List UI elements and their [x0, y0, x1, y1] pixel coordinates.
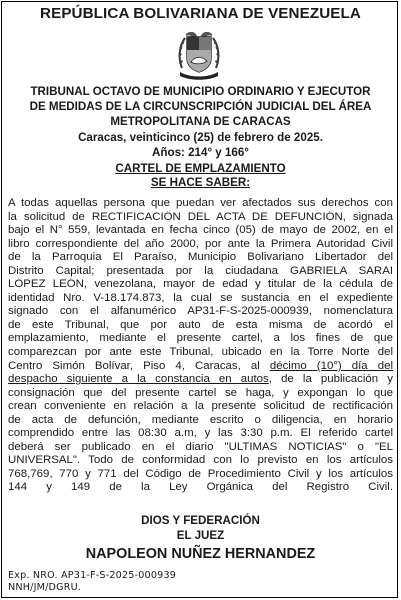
body-line: consignación que del presente cartel se haga, y expongan lo que	[8, 386, 393, 399]
judge-name: NAPOLEON NUÑEZ HERNANDEZ	[85, 546, 316, 562]
body-line: 144 y 149 de la Ley Orgánica del Registro Civil.	[8, 481, 393, 494]
court-line: DE MEDIDAS DE LA CIRCUNSCRIPCIÓN JUDICIAL DEL ÁREA	[29, 100, 372, 114]
body-line: 768,769, 770 y 771 del Código de Procedimiento Civil y los artículos	[8, 467, 393, 480]
judge-title: EL JUEZ	[176, 529, 225, 542]
body-line: despacho siguiente a la constancia en autos, de la publicación y	[8, 373, 393, 386]
court-heading	[8, 84, 393, 160]
cartel-heading	[0, 162, 401, 189]
country-title: REPÚBLICA BOLIVARIANA DE VENEZUELA	[40, 5, 361, 22]
body-line: UNIVERSAL". Todo de conformidad con lo previsto en los artículos	[8, 454, 393, 467]
cartel-title: CARTEL DE EMPLAZAMIENTO	[115, 162, 286, 175]
body-line: de este Tribunal, que por auto de esta misma de acordó el	[8, 318, 393, 331]
body-line: A todas aquellas persona que puedan ver afectados sus derechos con	[8, 197, 393, 209]
body-line: signado con el alfanumérico AP31-F-S-2025-000939, nomenclatura	[8, 305, 393, 318]
body-line: comprendido entre las 08:30 a.m, y las 3:30 p.m. El referido cartel	[8, 427, 393, 440]
body-line: de acta de defunción, mediante escrito o diligencia, en horario	[8, 413, 393, 426]
initials: NNH/JM/DGRU.	[8, 582, 82, 593]
body-line: bajo el N° 559, levantada en fecha cinco (05) de mayo de 2002, en el	[8, 224, 393, 237]
years-line: Años: 214° y 166°	[152, 145, 249, 159]
body-line: crean conveniente en relación a la presente solicitud de rectificación	[8, 400, 393, 413]
underlined-term: despacho siguiente a la constancia en autos	[8, 373, 269, 386]
court-line: METROPOLITANA DE CARACAS	[110, 115, 291, 129]
body-line: de la Parroquia El Paraíso, Municipio Bolivariano Libertador del	[8, 251, 393, 264]
signature-block	[0, 513, 401, 564]
se-hace-saber: SE HACE SABER:	[150, 175, 251, 189]
notice-body	[8, 197, 393, 495]
court-line: TRIBUNAL OCTAVO DE MUNICIPIO ORDINARIO Y EJECUTOR	[30, 85, 371, 98]
case-footer	[8, 570, 176, 594]
body-line: Distrito Capital; presentada por la ciudadana GABRIELA SARAI	[8, 264, 393, 277]
body-line: libro correspondiente del año 2000, por ante la Primera Autoridad Civil	[8, 237, 393, 250]
case-number: Exp. NRO. AP31-F-S-2025-000939	[8, 570, 177, 581]
body-line: emplazamiento, mediante el presente cartel, a los fines de que	[8, 332, 393, 345]
body-line: deberá ser publicado en el diario "ULTIMAS NOTICIAS" o "EL	[8, 440, 393, 453]
closing-formula: DIOS Y FEDERACIÓN	[141, 514, 260, 527]
body-line: identidad Nro. V-18.174.873, la cual se sustancia en el expediente	[8, 291, 393, 304]
date-line: Caracas, veinticinco (25) de febrero de 2025.	[78, 130, 323, 144]
body-line: la solicitud de RECTIFICACIÓN DEL ACTA DE DEFUNCIÓN, signada	[8, 210, 393, 223]
body-line: comparezcan por ante este Tribunal, ubicado en la Torre Norte del	[8, 346, 393, 359]
underlined-term: décimo (10°) día del	[269, 359, 393, 372]
coat-of-arms-icon	[176, 28, 222, 80]
body-line: Centro Simón Bolívar, Piso 4, Caracas, al décimo (10°) día del	[8, 359, 393, 372]
body-line: LÓPEZ LEÓN, venezolana, mayor de edad y titular de la cédula de	[8, 278, 393, 291]
